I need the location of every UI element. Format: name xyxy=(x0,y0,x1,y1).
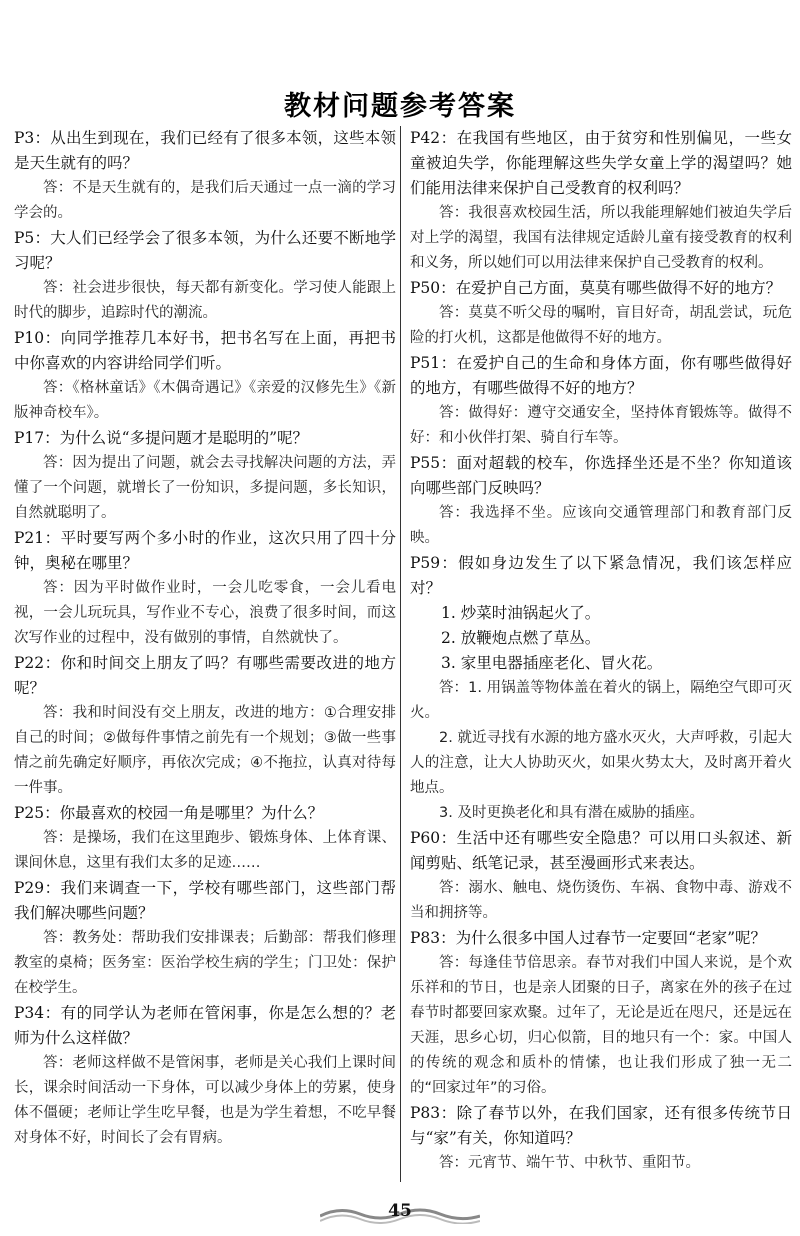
question: P29：我们来调查一下，学校有哪些部门，这些部门帮我们解决哪些问题？ xyxy=(14,879,396,922)
answer: 答：社会进步很快，每天都有新变化。学习使人能跟上时代的脚步，追踪时代的潮流。 xyxy=(14,280,396,321)
question: P83：为什么很多中国人过春节一定要回“老家”呢？ xyxy=(410,929,767,947)
answer: 答：元宵节、端午节、中秋节、重阳节。 xyxy=(439,1155,700,1171)
question: P21：平时要写两个多小时的作业，这次只用了四十分钟，奥秘在哪里？ xyxy=(14,529,396,572)
question: P51：在爱护自己的生命和身体方面，你有哪些做得好的地方，有哪些做得不好的地方？ xyxy=(410,354,792,397)
page-title: 教材问题参考答案 xyxy=(284,91,516,122)
qa-block xyxy=(410,826,792,926)
qa-block xyxy=(14,526,396,651)
answer: 答：我和时间没有交上朋友，改进的地方：①合理安排自己的时间；②做每件事情之前先有一个规划；③做一些事情之前先确定好顺序，再依次完成；④不拖拉，认真对待每一件事。 xyxy=(14,705,396,796)
answer: 答：老师这样做不是管闲事，老师是关心我们上课时间长，课余时间活动一下身体，可以减少身体上的劳累，使身体不僵硬；老师让学生吃早餐，也是为学生着想，不吃早餐对身体不好，时间长了会有胃病。 xyxy=(14,1055,396,1146)
answer: 答：1. 用锅盖等物体盖在着火的锅上，隔绝空气即可灭火。 xyxy=(410,680,792,721)
answer: 答：《格林童话》《木偶奇遇记》《亲爱的汉修先生》《新版神奇校车》。 xyxy=(14,380,396,421)
qa-block xyxy=(410,126,792,276)
question: P50：在爱护自己方面，莫莫有哪些做得不好的地方？ xyxy=(410,279,782,297)
answer: 答：莫莫不听父母的嘱咐，盲目好奇，胡乱尝试，玩危险的打火机，这都是他做得不好的地方。 xyxy=(410,305,792,346)
qa-block xyxy=(410,451,792,551)
question: P3：从出生到现在，我们已经有了很多本领，这些本领是天生就有的吗？ xyxy=(14,129,396,172)
qa-block xyxy=(410,276,792,351)
answer: 答：是操场，我们在这里跑步、锻炼身体、上体育课、课间休息，这里有我们太多的足迹…… xyxy=(14,830,396,871)
qa-block xyxy=(410,351,792,451)
answer: 答：不是天生就有的，是我们后天通过一点一滴的学习学会的。 xyxy=(14,180,396,221)
page-number: 45 xyxy=(388,1201,412,1221)
answer: 答：溺水、触电、烧伤烫伤、车祸、食物中毒、游戏不当和拥挤等。 xyxy=(410,880,792,921)
list-item: 1. 炒菜时油锅起火了。 xyxy=(441,604,601,622)
question: P17：为什么说“多提问题才是聪明的”呢？ xyxy=(14,429,309,447)
answer: 答：我选择不坐。应该向交通管理部门和教育部门反映。 xyxy=(410,505,792,546)
answer: 答：我很喜欢校园生活，所以我能理解她们被迫失学后对上学的渴望，我国有法律规定适龄儿童有接受教育的权利和义务，所以她们可以用法律来保护自己受教育的权利。 xyxy=(410,205,792,271)
qa-block xyxy=(14,126,396,226)
question: P22：你和时间交上朋友了吗？有哪些需要改进的地方呢？ xyxy=(14,654,396,697)
left-column xyxy=(14,126,396,1151)
column-divider xyxy=(400,126,401,1182)
qa-block xyxy=(14,876,396,1001)
answer: 答：因为提出了问题，就会去寻找解决问题的方法，弄懂了一个问题，就增长了一份知识，多提问题，多长知识，自然就聪明了。 xyxy=(14,455,396,521)
list-item: 2. 放鞭炮点燃了草丛。 xyxy=(441,629,601,647)
page-footer xyxy=(0,1194,800,1228)
question: P5：大人们已经学会了很多本领，为什么还要不断地学习呢？ xyxy=(14,229,396,272)
answer: 答：教务处：帮助我们安排课表；后勤部：帮我们修理教室的桌椅；医务室：医治学校生病的学生；门卫处：保护在校学生。 xyxy=(14,930,396,996)
question: P42：在我国有些地区，由于贫穷和性别偏见，一些女童被迫失学，你能理解这些失学女童上学的渴望吗？她们能用法律来保护自己受教育的权利吗？ xyxy=(410,129,792,197)
qa-block xyxy=(14,801,396,876)
qa-block xyxy=(14,226,396,326)
answer: 2. 就近寻找有水源的地方盛水灭火，大声呼救，引起大人的注意，让大人协助灭火，如果火势太大，及时离开着火地点。 xyxy=(410,730,792,796)
answer: 答：每逢佳节倍思亲。春节对我们中国人来说，是个欢乐祥和的节日，也是亲人团聚的日子，离家在外的孩子在过春节时都要回家欢聚。过年了，无论是近在咫尺，还是远在天涯，思乡心切，归心似箭，目的地只有一个：家。中国人的传统的观念和质朴的情愫，也让我们形成了独一无二的“回家过年”的习俗。 xyxy=(410,955,792,1096)
answer: 答：做得好：遵守交通安全，坚持体育锻炼等。做得不好：和小伙伴打架、骑自行车等。 xyxy=(410,405,792,446)
list-item: 3. 家里电器插座老化、冒火花。 xyxy=(441,654,663,672)
qa-block xyxy=(410,926,792,1101)
right-column xyxy=(410,126,792,1176)
answer: 答：因为平时做作业时，一会儿吃零食，一会儿看电视，一会儿玩玩具，写作业不专心，浪费了很多时间，而这次写作业的过程中，没有做别的事情，自然就快了。 xyxy=(14,580,396,646)
question: P83：除了春节以外，在我们国家，还有很多传统节日与“家”有关，你知道吗？ xyxy=(410,1104,792,1147)
question: P59：假如身边发生了以下紧急情况，我们该怎样应对？ xyxy=(410,554,792,597)
qa-block xyxy=(14,651,396,801)
qa-block xyxy=(410,551,792,826)
qa-block xyxy=(410,1101,792,1176)
question: P60：生活中还有哪些安全隐患？可以用口头叙述、新闻剪贴、纸笔记录，甚至漫画形式来表达。 xyxy=(410,829,792,872)
qa-block xyxy=(14,1001,396,1151)
qa-block xyxy=(14,426,396,526)
question: P55：面对超载的校车，你选择坐还是不坐？你知道该向哪些部门反映吗？ xyxy=(410,454,792,497)
question: P25：你最喜欢的校园一角是哪里？为什么？ xyxy=(14,804,324,822)
question: P34：有的同学认为老师在管闲事，你是怎么想的？老师为什么这样做？ xyxy=(14,1004,396,1047)
answer: 3. 及时更换老化和具有潜在威胁的插座。 xyxy=(439,805,704,821)
question: P10：向同学推荐几本好书，把书名写在上面，再把书中你喜欢的内容讲给同学们听。 xyxy=(14,329,396,372)
qa-block xyxy=(14,326,396,426)
